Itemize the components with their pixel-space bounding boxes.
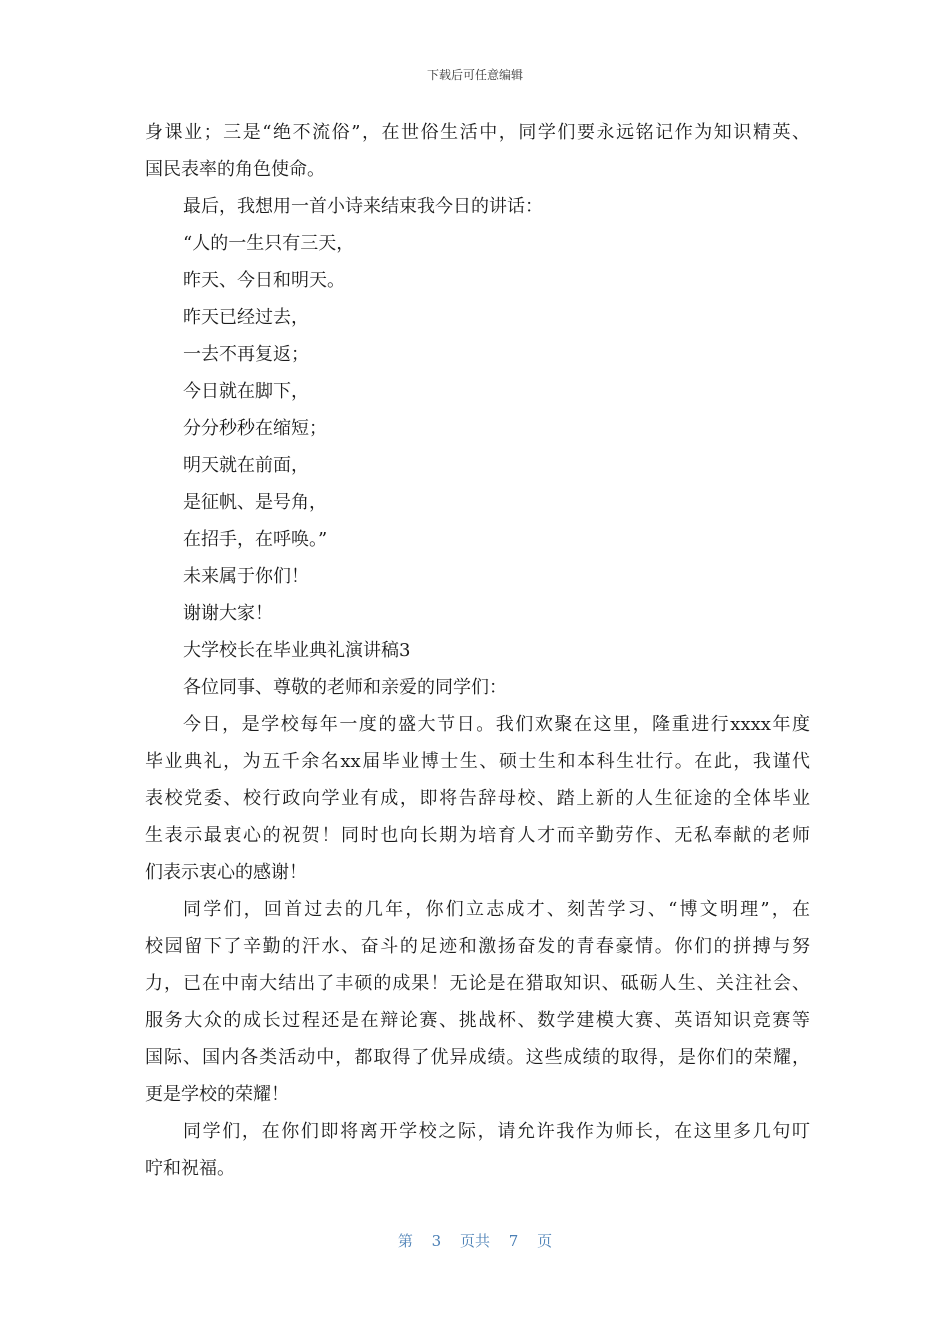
body-line: 国民表率的角色使命。 [145,159,325,180]
page-number: 第 3 页共 7 页 [397,1232,553,1250]
body-line: 生表示最衷心的祝贺！同时也向长期为培育人才而辛勤劳作、无私奉献的老师 [145,825,810,846]
page-header: 下载后可任意编辑 [426,68,523,82]
body-line: 分分秒秒在缩短； [183,418,327,439]
body-line: 毕业典礼，为五千余名xx届毕业博士生、硕士生和本科生壮行。在此，我谨代 [145,751,810,772]
body-line: 今日，是学校每年一度的盛大节日。我们欢聚在这里，隆重进行xxxx年度 [183,714,810,735]
body-line: 咛和祝福。 [145,1158,235,1179]
body-line: 国际、国内各类活动中，都取得了优异成绩。这些成绩的取得，是你们的荣耀， [145,1047,810,1068]
body-line: 同学们，在你们即将离开学校之际，请允许我作为师长，在这里多几句叮 [183,1121,810,1142]
body-line: 服务大众的成长过程还是在辩论赛、挑战杯、数学建模大赛、英语知识竞赛等 [145,1010,810,1031]
document-body [145,114,810,1187]
body-line: 谢谢大家！ [183,603,273,624]
body-line: 校园留下了辛勤的汗水、奋斗的足迹和激扬奋发的青春豪情。你们的拼搏与努 [145,936,810,957]
body-line: 昨天、今日和明天。 [183,270,345,291]
body-line: 在招手，在呼唤。” [183,529,328,550]
body-line: 们表示衷心的感谢！ [145,862,307,883]
body-line: 身课业；三是“绝不流俗”，在世俗生活中，同学们要永远铭记作为知识精英、 [145,122,810,143]
body-line: 明天就在前面， [183,455,309,476]
body-line: 大学校长在毕业典礼演讲稿3 [183,640,411,661]
body-line: 是征帆、是号角， [183,492,327,513]
body-line: 更是学校的荣耀！ [145,1084,289,1105]
body-line: 一去不再复返； [183,344,309,365]
body-line: 表校党委、校行政向学业有成，即将告辞母校、踏上新的人生征途的全体毕业 [145,788,810,809]
body-line: 昨天已经过去， [183,307,309,328]
body-line: “人的一生只有三天， [183,233,355,254]
body-line: 未来属于你们！ [183,566,309,587]
body-line: 今日就在脚下， [183,381,309,402]
body-line: 最后，我想用一首小诗来结束我今日的讲话： [183,196,543,217]
body-line: 力，已在中南大结出了丰硕的成果！无论是在猎取知识、砥砺人生、关注社会、 [145,973,810,994]
body-line: 各位同事、尊敬的老师和亲爱的同学们： [183,677,507,698]
body-line: 同学们，回首过去的几年，你们立志成才、刻苦学习、“博文明理”，在 [183,899,810,920]
